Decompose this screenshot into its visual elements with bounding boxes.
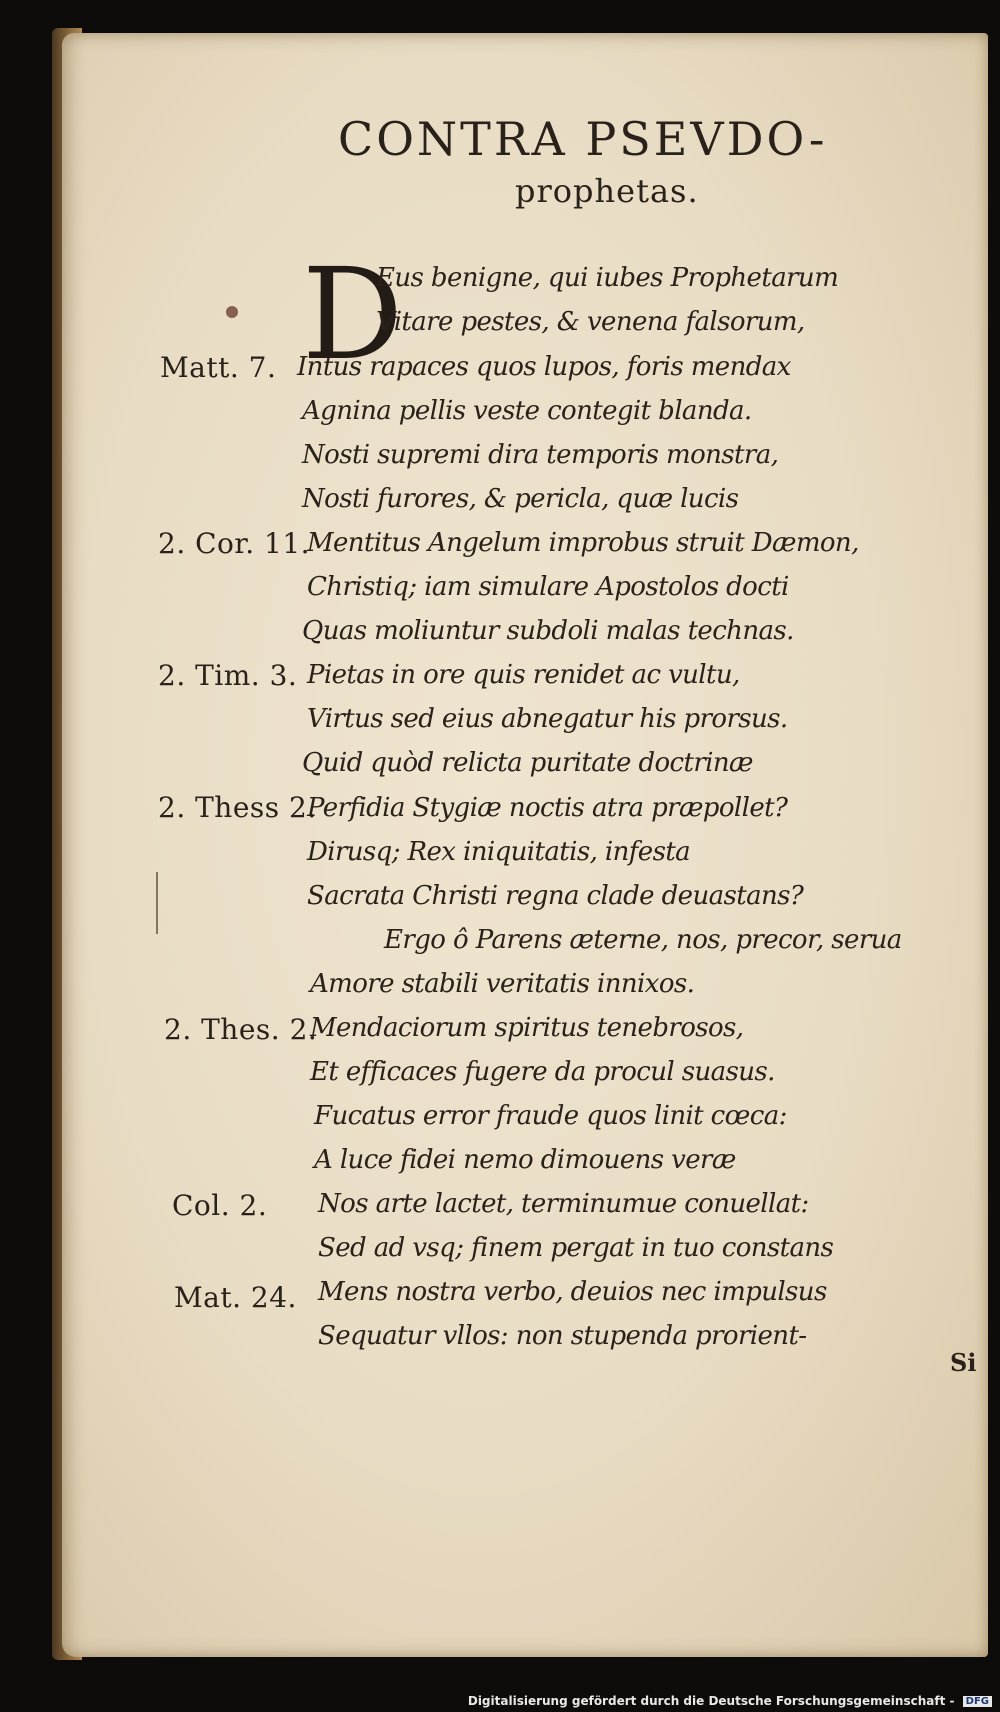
verse-line: A luce fidei nemo dimouens veræ — [314, 1145, 736, 1175]
verse-line: Mens nostra verbo, deuios nec impulsus — [318, 1277, 827, 1307]
page-heading: CONTRA PSEVDO- — [338, 112, 828, 166]
verse-line: Ergo ô Parens æterne, nos, precor, serua — [384, 925, 902, 955]
margin-reference: 2. Tim. 3. — [158, 659, 298, 692]
verse-line: Quas moliuntur subdoli malas technas. — [302, 616, 794, 646]
verse-line: Eus benigne, qui iubes Prophetarum — [376, 263, 839, 293]
verse-line: Quid quòd relicta puritate doctrinæ — [302, 748, 753, 778]
verse-line: Nosti supremi dira temporis monstra, — [302, 440, 779, 470]
page-subheading: prophetas. — [515, 172, 699, 210]
verse-line: Sequatur vllos: non stupenda prorient- — [318, 1321, 807, 1351]
verse-line: Intus rapaces quos lupos, foris mendax — [297, 352, 791, 382]
ink-spot — [226, 306, 238, 318]
margin-reference: Mat. 24. — [174, 1281, 297, 1314]
margin-reference: Matt. 7. — [160, 351, 277, 384]
verse-line: Mentitus Angelum improbus struit Dæmon, — [307, 528, 859, 558]
verse-line: Sacrata Christi regna clade deuastans? — [307, 881, 804, 911]
verse-line: Agnina pellis veste contegit blanda. — [302, 396, 752, 426]
verse-line: Pietas in ore quis renidet ac vultu, — [307, 660, 740, 690]
verse-line: Fucatus error fraude quos linit cœca: — [314, 1101, 787, 1131]
verse-line: Perfidia Stygiæ noctis atra præpollet? — [307, 793, 788, 823]
verse-line: Nos arte lactet, terminumue conuellat: — [318, 1189, 809, 1219]
verse-line: Dirusq; Rex iniquitatis, infesta — [307, 837, 691, 867]
margin-reference: 2. Thess 2. — [158, 791, 317, 824]
footer-credit — [468, 1694, 992, 1708]
dfg-logo: DFG — [963, 1696, 992, 1707]
verse-line: Virtus sed eius abnegatur his prorsus. — [307, 704, 788, 734]
margin-reference: Col. 2. — [172, 1189, 268, 1222]
verse-line: Vitare pestes, & venena falsorum, — [376, 307, 805, 337]
drop-cap-initial: D — [302, 241, 404, 388]
verse-line: Amore stabili veritatis innixos. — [310, 969, 695, 999]
verse-line: Sed ad vsq; finem pergat in tuo constans — [318, 1233, 834, 1263]
margin-reference: 2. Cor. 11. — [158, 527, 311, 560]
verse-line: Nosti furores, & pericla, quæ lucis — [302, 484, 739, 514]
catchword: Si — [950, 1348, 977, 1377]
verse-line: Et efficaces fugere da procul suasus. — [310, 1057, 775, 1087]
margin-reference: 2. Thes. 2. — [164, 1013, 318, 1046]
verse-line: Mendaciorum spiritus tenebrosos, — [310, 1013, 744, 1043]
verse-line: Christiq; iam simulare Apostolos docti — [307, 572, 789, 602]
footer-text: Digitalisierung gefördert durch die Deutsche Forschungsgemeinschaft - — [467, 1694, 955, 1708]
margin-mark — [156, 872, 158, 934]
